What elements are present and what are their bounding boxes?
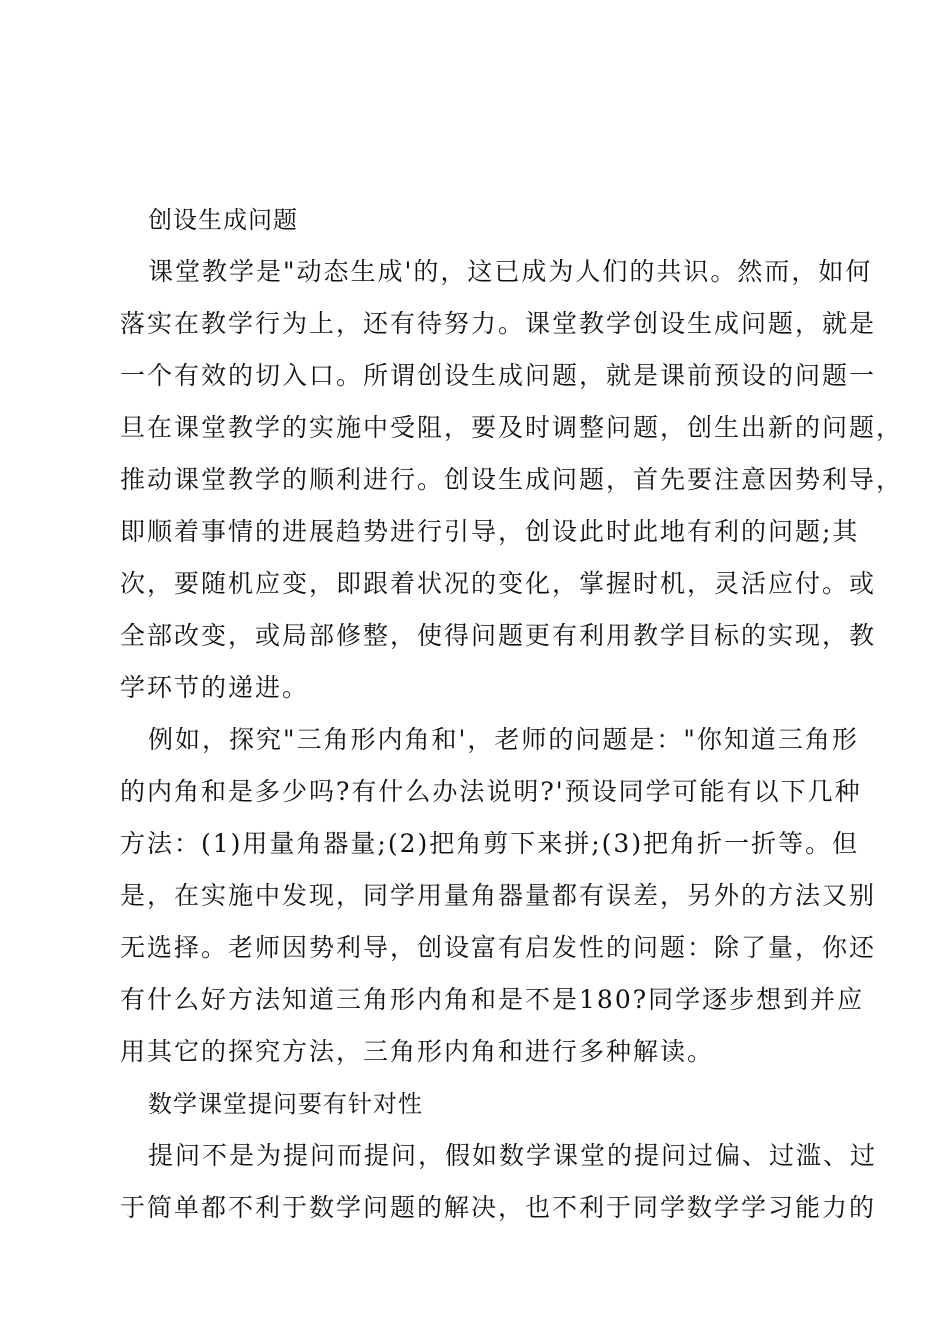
paragraph-line: 次，要随机应变，即跟着状况的变化，掌握时机，灵活应付。或 — [120, 569, 877, 598]
paragraph-line: 于简单都不利于数学问题的解决，也不利于同学数学学习能力的 — [120, 1193, 877, 1222]
paragraph-line: 全部改变，或局部修整，使得问题更有利用教学目标的实现，教 — [120, 621, 877, 650]
paragraph-line: 是，在实施中发现，同学用量角器量都有误差，另外的方法又别 — [120, 881, 877, 910]
paragraph-line: 例如，探究"三角形内角和'，老师的问题是："你知道三角形 — [148, 725, 859, 754]
paragraph-line: 的内角和是多少吗?有什么办法说明?'预设同学可能有以下几种 — [120, 777, 862, 806]
paragraph-line: 落实在教学行为上，还有待努力。课堂教学创设生成问题，就是 — [120, 309, 877, 338]
paragraph-line: 无选择。老师因势利导，创设富有启发性的问题：除了量，你还 — [120, 933, 877, 962]
paragraph-line: 方法：(1)用量角器量;(2)把角剪下来拼;(3)把角折一折等。但 — [120, 829, 860, 858]
section-heading: 数学课堂提问要有针对性 — [148, 1090, 423, 1118]
paragraph-line: 学环节的递进。 — [120, 673, 310, 702]
paragraph-line: 有什么好方法知道三角形内角和是不是180?同学逐步想到并应 — [120, 985, 865, 1014]
paragraph-line: 推动课堂教学的顺利进行。创设生成问题，首先要注意因势利导， — [120, 465, 904, 494]
paragraph-line: 旦在课堂教学的实施中受阻，要及时调整问题，创生出新的问题， — [120, 413, 904, 442]
paragraph-line: 一个有效的切入口。所谓创设生成问题，就是课前预设的问题一 — [120, 361, 877, 390]
document-body — [120, 194, 904, 1234]
section-heading: 创设生成问题 — [148, 206, 298, 234]
paragraph-line: 用其它的探究方法，三角形内角和进行多种解读。 — [120, 1037, 715, 1066]
paragraph-line: 提问不是为提问而提问，假如数学课堂的提问过偏、过滥、过 — [148, 1141, 878, 1170]
paragraph-line: 即顺着事情的进展趋势进行引导，创设此时此地有利的问题;其 — [120, 517, 860, 546]
paragraph-line: 课堂教学是"动态生成'的，这已成为人们的共识。然而，如何 — [148, 257, 873, 286]
